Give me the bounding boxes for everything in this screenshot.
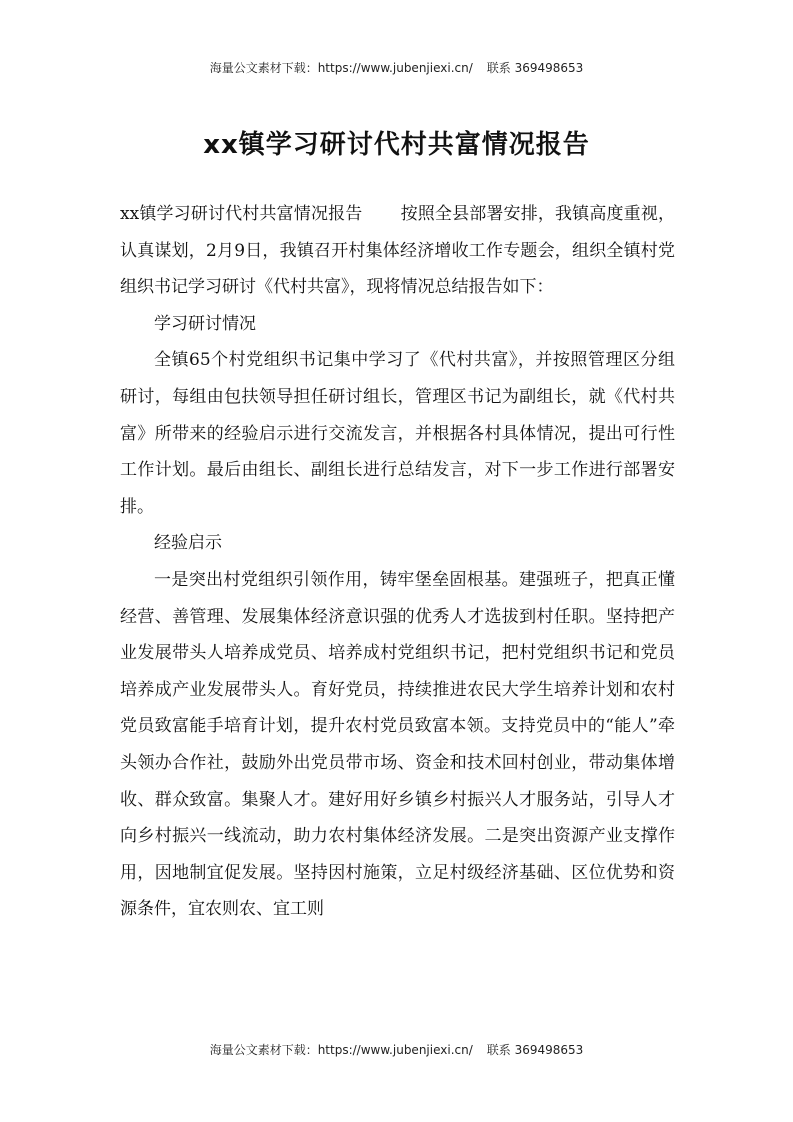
paragraph-experience: 一是突出村党组织引领作用，铸牢堡垒固根基。建强班子，把真正懂经营、善管理、发展集体经济意识强的优秀人才选拔到村任职。坚持把产业发展带头人培养成党员、培养成村党组织书记，把村党组织书记和党员培养成产业发展带头人。育好党员，持续推进农民大学生培养计划和农村党员致富能手培育计划，提升农村党员致富本领。支持党员中的“能人”牵头领办合作社，鼓励外出党员带市场、资金和技术回村创业，带动集体增收、群众致富。集聚人才。建好用好乡镇乡村振兴人才服务站，引导人才向乡村振兴一线流动，助力农村集体经济发展。二是突出资源产业支撑作用，因地制宜促发展。坚持因村施策，立足村级经济基础、区位优势和资源条件，宜农则农、宜工则 — [120, 569, 675, 920]
section-heading-experience: 经验启示 — [154, 533, 222, 554]
document-body — [120, 196, 675, 928]
page-footer — [0, 1041, 793, 1058]
intro-title: xx镇学习研讨代村共富情况报告 — [120, 204, 363, 224]
section-heading-study: 学习研讨情况 — [154, 313, 256, 334]
header-contact: 联系 369498653 — [486, 61, 584, 75]
footer-url-link[interactable]: https://www.jubenjiexi.cn/ — [317, 1043, 473, 1057]
footer-label: 海量公文素材下载： — [209, 1043, 318, 1057]
footer-contact: 联系 369498653 — [486, 1043, 584, 1057]
paragraph-study: 全镇65个村党组织书记集中学习了《代村共富》，并按照管理区分组研讨，每组由包扶领导担任研讨组长，管理区书记为副组长，就《代村共富》所带来的经验启示进行交流发言，并根据各村具体情况，提出可行性工作计划。最后由组长、副组长进行总结发言，对下一步工作进行部署安排。 — [120, 350, 675, 517]
page-header — [0, 59, 793, 76]
intro-paragraph — [120, 196, 675, 306]
header-url-link[interactable]: https://www.jubenjiexi.cn/ — [317, 61, 473, 75]
intro-text: 按照全县部署安排，我镇高度重视，认真谋划，2月9日，我镇召开村集体经济增收工作专题会，组织全镇村党组织书记学习研讨《代村共富》，现将情况总结报告如下： — [120, 204, 675, 298]
header-label: 海量公文素材下载： — [209, 61, 318, 75]
document-title: xx镇学习研讨代村共富情况报告 — [203, 130, 590, 160]
